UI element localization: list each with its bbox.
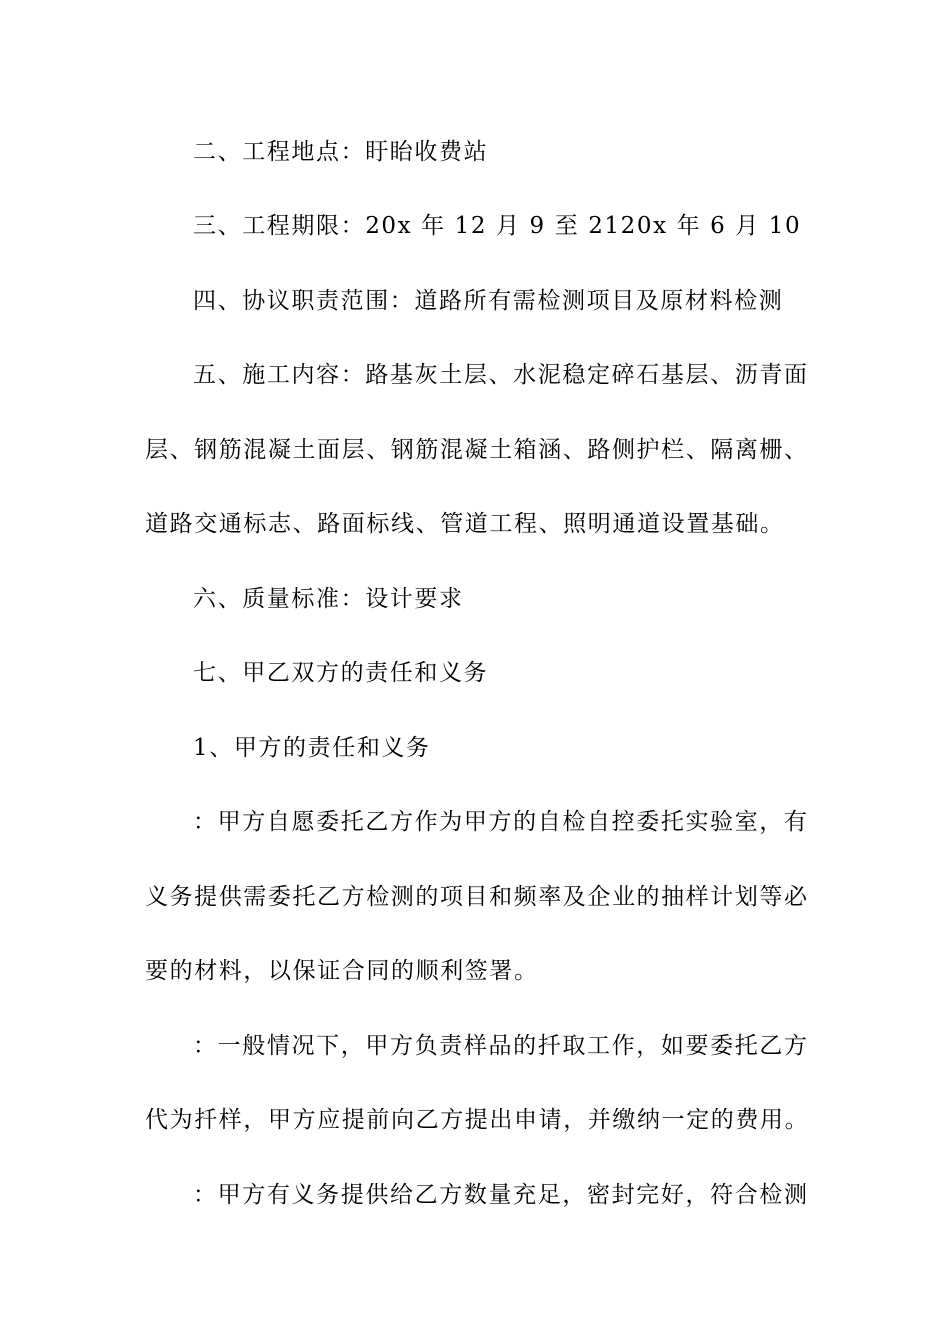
line-party-a-item1-2: 义务提供需委托乙方检测的项目和频率及企业的抽样计划等必: [145, 884, 807, 910]
line-quality-standard: 六、质量标准：设计要求: [193, 586, 464, 612]
line-party-a-item2-1: ：一般情况下，甲方负责样品的扦取工作，如要委托乙方: [193, 1033, 807, 1059]
line-party-a-item3-1: ：甲方有义务提供给乙方数量充足，密封完好，符合检测: [193, 1182, 807, 1208]
line-party-a-heading: 1、甲方的责任和义务: [193, 735, 431, 761]
line-party-a-item1-3: 要的材料，以保证合同的顺利签署。: [145, 958, 539, 984]
line-construction-content-1: 五、施工内容：路基灰土层、水泥稳定碎石基层、沥青面: [193, 362, 807, 388]
line-party-a-item1-1: ：甲方自愿委托乙方作为甲方的自检自控委托实验室，有: [193, 809, 807, 835]
line-project-period: 三、工程期限：20x 年 12 月 9 至 2120x 年 6 月 10: [193, 213, 802, 239]
line-construction-content-3: 道路交通标志、路面标线、管道工程、照明通道设置基础。: [145, 511, 785, 537]
line-responsibilities-heading: 七、甲乙双方的责任和义务: [193, 660, 489, 686]
line-party-a-item2-2: 代为扦样，甲方应提前向乙方提出申请，并缴纳一定的费用。: [145, 1107, 810, 1133]
line-construction-content-2: 层、钢筋混凝土面层、钢筋混凝土箱涵、路侧护栏、隔离栅、: [145, 437, 807, 463]
line-project-location: 二、工程地点：盱眙收费站: [193, 139, 489, 165]
line-agreement-scope: 四、协议职责范围：道路所有需检测项目及原材料检测: [193, 288, 784, 314]
